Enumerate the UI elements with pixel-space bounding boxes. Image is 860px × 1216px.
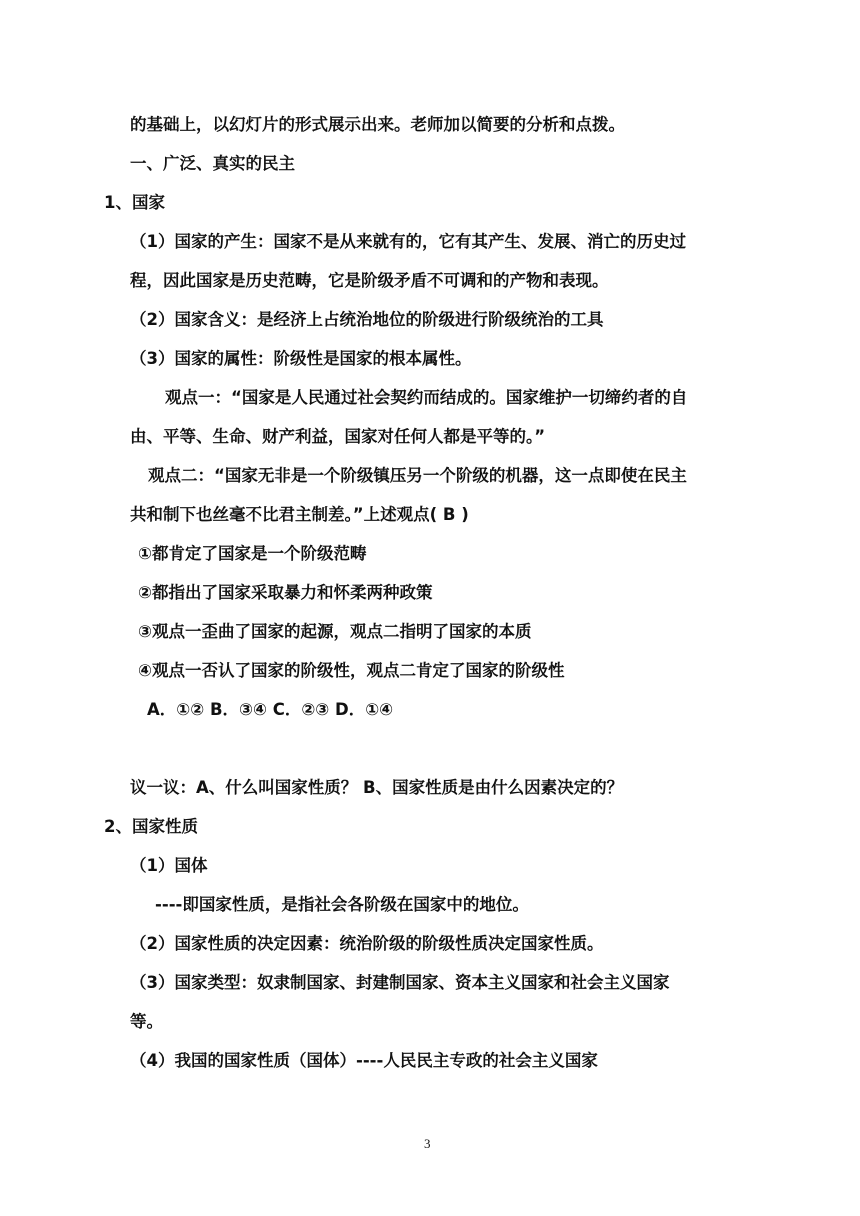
text-line: 程，因此国家是历史范畴，它是阶级矛盾不可调和的产物和表现。 (130, 271, 609, 290)
option-item: ③观点一歪曲了国家的起源，观点二指明了国家的本质 (138, 622, 532, 641)
text-line: （1）国家的产生：国家不是从来就有的，它有其产生、发展、消亡的历史过 (130, 232, 686, 251)
text-line: 议一议：A、什么叫国家性质？ B、国家性质是由什么因素决定的？ (130, 778, 624, 797)
text-line: （2）国家性质的决定因素：统治阶级的阶级性质决定国家性质。 (130, 934, 604, 953)
section-heading: 一、广泛、真实的民主 (130, 154, 295, 173)
text-line: 观点二：“国家无非是一个阶级镇压另一个阶级的机器，这一点即使在民主 (148, 466, 687, 485)
text-line: （2）国家含义：是经济上占统治地位的阶级进行阶级统治的工具 (130, 310, 604, 329)
subsection-heading: 2、国家性质 (104, 817, 198, 836)
text-line: ----即国家性质，是指社会各阶级在国家中的地位。 (155, 895, 529, 914)
option-item: ②都指出了国家采取暴力和怀柔两种政策 (138, 583, 433, 602)
text-line: 共和制下也丝毫不比君主制差。”上述观点( B ) (130, 505, 469, 524)
answer-choices: A．①② B．③④ C．②③ D．①④ (147, 700, 394, 719)
text-line: 由、平等、生命、财产利益，国家对任何人都是平等的。” (130, 427, 546, 446)
text-line: 观点一：“国家是人民通过社会契约而结成的。国家维护一切缔约者的自 (165, 388, 688, 407)
option-item: ①都肯定了国家是一个阶级范畴 (138, 544, 367, 563)
subsection-heading: 1、国家 (104, 193, 165, 212)
text-line: （4）我国的国家性质（国体）----人民民主专政的社会主义国家 (130, 1051, 598, 1070)
page-number: 3 (424, 1136, 431, 1151)
text-line: （3）国家的属性：阶级性是国家的根本属性。 (130, 349, 472, 368)
text-line: 等。 (130, 1012, 163, 1031)
text-line: 的基础上，以幻灯片的形式展示出来。老师加以简要的分析和点拨。 (130, 115, 625, 134)
text-line: （3）国家类型：奴隶制国家、封建制国家、资本主义国家和社会主义国家 (130, 973, 670, 992)
text-line: （1）国体 (130, 856, 208, 875)
option-item: ④观点一否认了国家的阶级性，观点二肯定了国家的阶级性 (138, 661, 565, 680)
